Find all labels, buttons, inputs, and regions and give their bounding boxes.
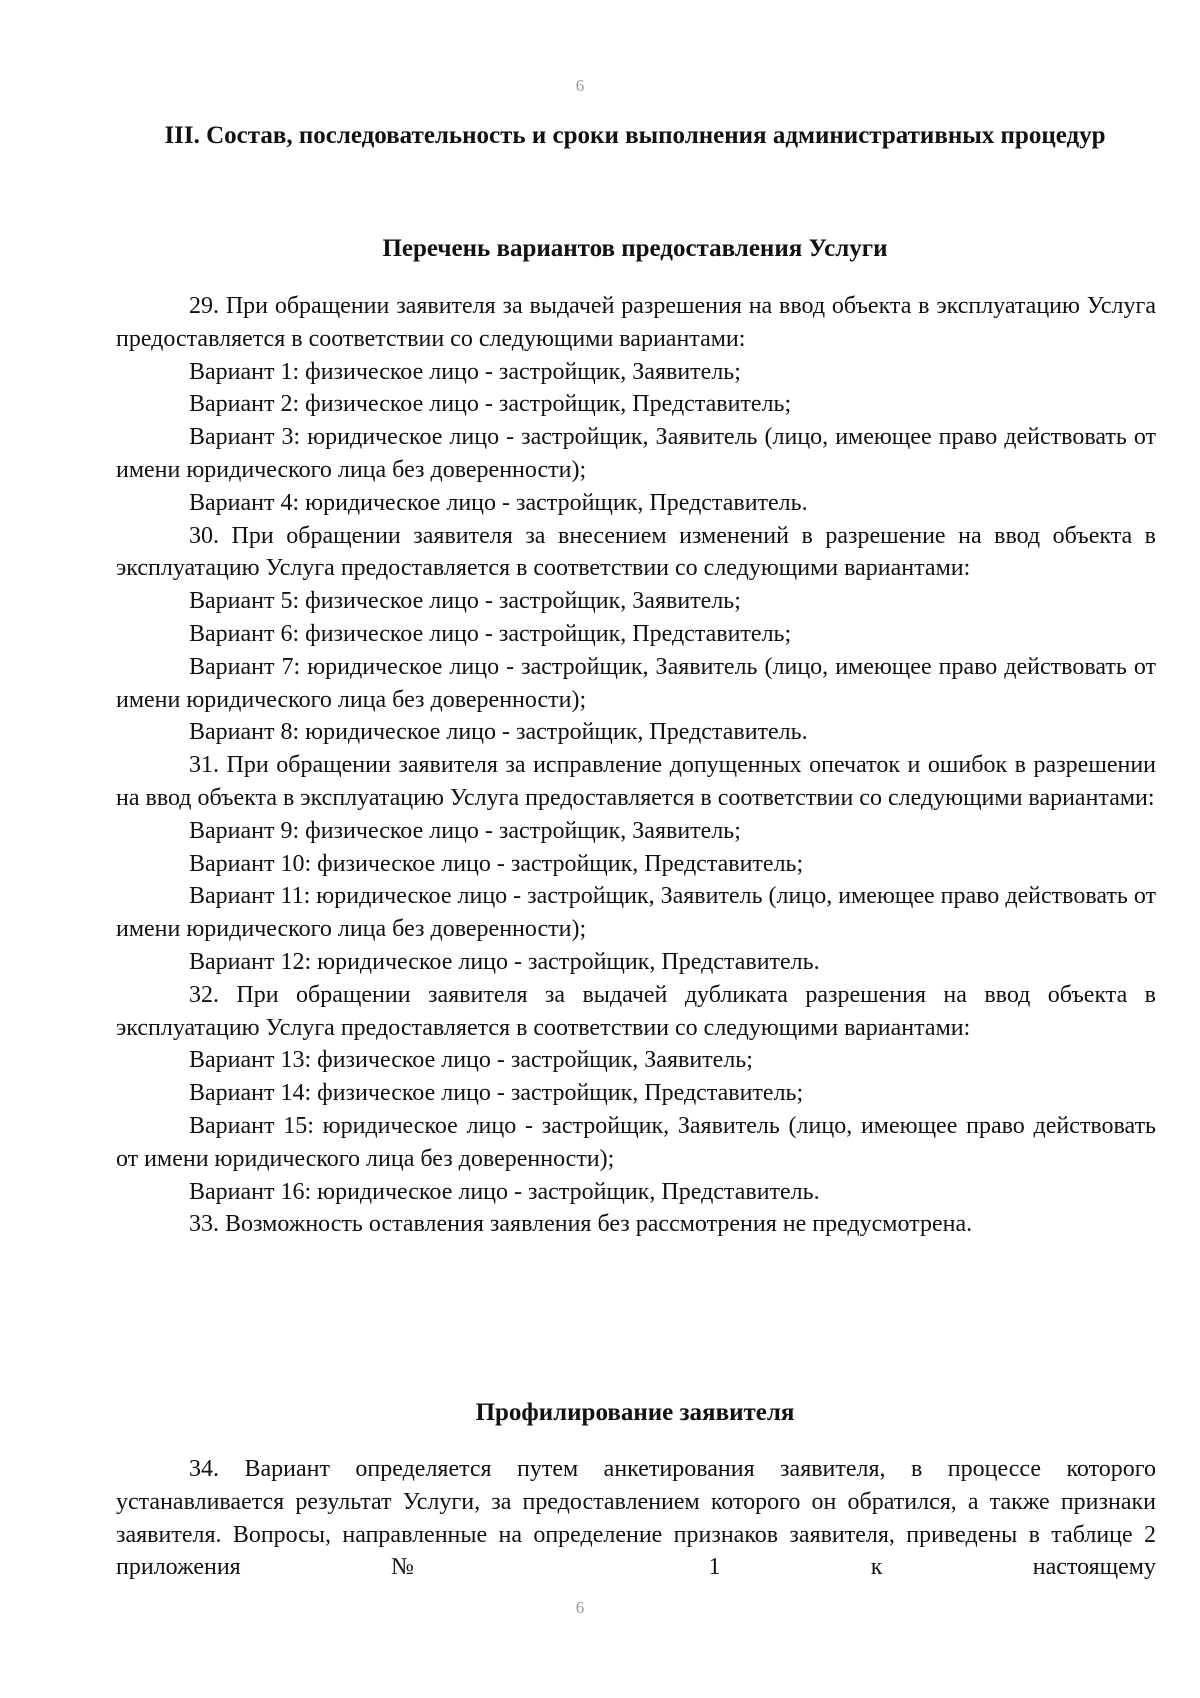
paragraph-30: 30. При обращении заявителя за внесением изменений в разрешение на ввод объекта в эксплуатацию Услуга предоставляется в соответствии со следующими вариантами: xyxy=(116,522,1156,582)
variant-13: Вариант 13: физическое лицо - застройщик, Заявитель; xyxy=(189,1047,753,1074)
variant-5: Вариант 5: физическое лицо - застройщик, Заявитель; xyxy=(189,588,741,615)
variant-7: Вариант 7: юридическое лицо - застройщик, Заявитель (лицо, имеющее право действовать от имени юридического лица без доверенности); xyxy=(116,653,1156,713)
variant-16: Вариант 16: юридическое лицо - застройщик, Представитель. xyxy=(189,1178,820,1205)
page-number-top: 6 xyxy=(575,76,585,95)
variant-9: Вариант 9: физическое лицо - застройщик, Заявитель; xyxy=(189,817,741,844)
paragraph-33: 33. Возможность оставления заявления без рассмотрения не предусмотрена. xyxy=(189,1211,973,1238)
paragraph-32: 32. При обращении заявителя за выдачей дубликата разрешения на ввод объекта в эксплуатацию Услуга предоставляется в соответствии со следующими вариантами: xyxy=(116,981,1156,1041)
variant-10: Вариант 10: физическое лицо - застройщик, Представитель; xyxy=(189,850,804,877)
paragraph-31: 31. При обращении заявителя за исправление допущенных опечаток и ошибок в разрешении на ввод объекта в эксплуатацию Услуга предоставляется в соответствии со следующими вариантами: xyxy=(116,752,1156,811)
page-number-bottom: 6 xyxy=(575,1598,585,1617)
subsection-variants-title: Перечень вариантов предоставления Услуги xyxy=(382,235,888,262)
paragraph-34: 34. Вариант определяется путем анкетирования заявителя, в процессе которого устанавливается результат Услуги, за предоставлением которого он обратился, а также признаки заявителя. Вопросы, направленные на определение признаков заявителя, приведены в таблице 2 приложения № 1 к настоящему xyxy=(116,1456,1156,1581)
section-title: III. Состав, последовательность и сроки выполнения административных процедур xyxy=(164,122,1106,149)
variant-15: Вариант 15: юридическое лицо - застройщик, Заявитель (лицо, имеющее право действовать от имени юридического лица без доверенности); xyxy=(116,1112,1156,1172)
variant-1: Вариант 1: физическое лицо - застройщик, Заявитель; xyxy=(189,358,741,385)
variant-4: Вариант 4: юридическое лицо - застройщик, Представитель. xyxy=(189,489,808,516)
variant-14: Вариант 14: физическое лицо - застройщик, Представитель; xyxy=(189,1080,804,1107)
variant-6: Вариант 6: физическое лицо - застройщик, Представитель; xyxy=(189,620,792,647)
profiling-body xyxy=(116,1453,1156,1584)
paragraph-29: 29. При обращении заявителя за выдачей разрешения на ввод объекта в эксплуатацию Услуга предоставляется в соответствии со следующими вариантами: xyxy=(116,293,1156,352)
variants-body xyxy=(116,290,1156,1241)
variant-3: Вариант 3: юридическое лицо - застройщик, Заявитель (лицо, имеющее право действовать от имени юридического лица без доверенности); xyxy=(116,424,1156,483)
variant-2: Вариант 2: физическое лицо - застройщик, Представитель; xyxy=(189,391,792,418)
variant-8: Вариант 8: юридическое лицо - застройщик, Представитель. xyxy=(189,719,808,746)
variant-11: Вариант 11: юридическое лицо - застройщик, Заявитель (лицо, имеющее право действовать от имени юридического лица без доверенности); xyxy=(116,883,1156,943)
subsection-profiling-title: Профилирование заявителя xyxy=(475,1399,795,1426)
variant-12: Вариант 12: юридическое лицо - застройщик, Представитель. xyxy=(189,948,820,975)
